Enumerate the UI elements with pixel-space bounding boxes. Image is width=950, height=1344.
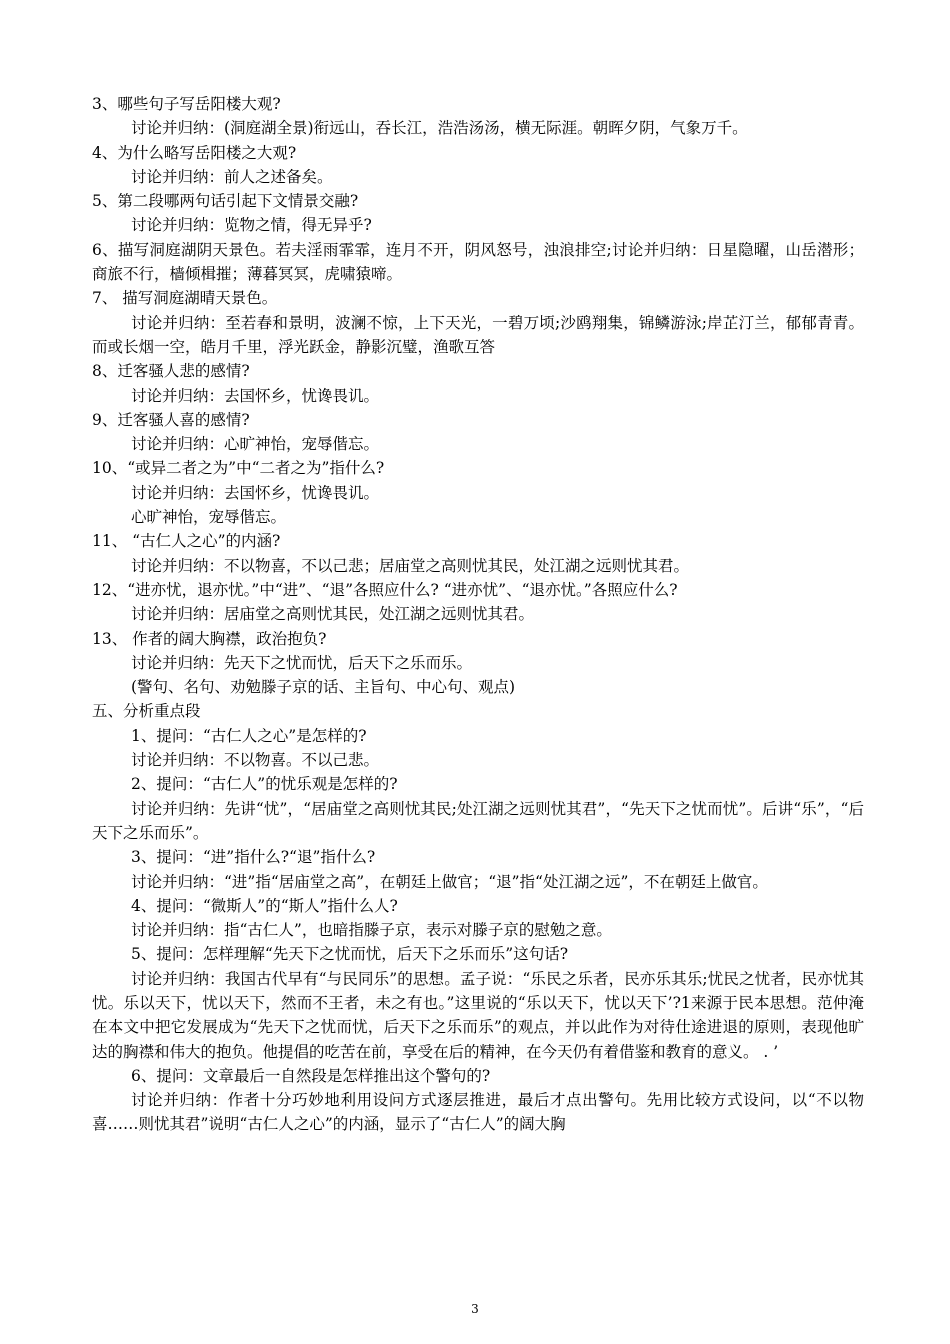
question-5: 5、第二段哪两句话引起下文情景交融?	[92, 192, 359, 211]
answer-10-line-1: 讨论并归纳：去国怀乡，忧谗畏讥。	[131, 483, 380, 502]
page-number: 3	[471, 1302, 479, 1316]
analysis-a6: 讨论并归纳：作者十分巧妙地利用设问方式逐层推进，最后才点出警句。先用比较方式设问，以“不以物喜……则忧其君”说明“古仁人之心”的内涵，显示了“古仁人”的阔大胸	[92, 1091, 864, 1134]
analysis-a1: 讨论并归纳：不以物喜。不以己悲。	[131, 751, 380, 770]
question-13: 13、 作者的阔大胸襟，政治抱负?	[92, 629, 327, 648]
answer-12: 讨论并归纳：居庙堂之高则忧其民，处江湖之远则忧其君。	[131, 605, 535, 624]
analysis-a2: 讨论并归纳：先讲“忧”，“居庙堂之高则忧其民;处江湖之远则忧其君”，“先天下之忧而忧”。后讲“乐”，“后天下之乐而乐”。	[92, 799, 864, 842]
question-6: 6、描写洞庭湖阴天景色。若夫淫雨霏霏，连月不开，阴风怒号，浊浪排空;讨论并归纳：日星隐曜，山岳潜形；商旅不行，樯倾楫摧；薄暮冥冥，虎啸猿啼。	[92, 240, 864, 284]
analysis-q5: 5、提问：怎样理解“先天下之忧而忧，后天下之乐而乐”这句话?	[131, 945, 569, 964]
analysis-q6: 6、提问：文章最后一自然段是怎样推出这个警句的?	[131, 1066, 491, 1085]
question-8: 8、迁客骚人悲的感情?	[92, 362, 250, 381]
answer-13: 讨论并归纳：先天下之忧而忧，后天下之乐而乐。	[131, 653, 473, 672]
answer-10-line-2: 心旷神怡，宠辱偕忘。	[131, 508, 287, 527]
analysis-a4: 讨论并归纳：指“古仁人”，也暗指滕子京，表示对滕子京的慰勉之意。	[131, 921, 612, 940]
question-9: 9、迁客骚人喜的感情?	[92, 410, 250, 429]
question-12: 12、“进亦忧，退亦忧。”中“进”、“退”各照应什么? “进亦忧”、“退亦忧。”各照应什么?	[92, 580, 678, 599]
analysis-q4: 4、提问：“微斯人”的“斯人”指什么人?	[131, 896, 398, 915]
analysis-a3: 讨论并归纳：“进”指“居庙堂之高”，在朝廷上做官；“退”指“处江湖之远”，不在朝廷上做官。	[131, 872, 768, 891]
question-3: 3、哪些句子写岳阳楼大观?	[92, 95, 281, 113]
analysis-q3: 3、提问：“进”指什么?“退”指什么?	[131, 848, 376, 867]
question-7: 7、 描写洞庭湖晴天景色。	[92, 289, 278, 308]
answer-8: 讨论并归纳：去国怀乡，忧谗畏讥。	[131, 386, 380, 405]
question-10: 10、“或异二者之为”中“二者之为”指什么?	[92, 459, 385, 478]
answer-3: 讨论并归纳：(洞庭湖全景)衔远山，吞长江，浩浩汤汤，横无际涯。朝晖夕阴，气象万千。	[131, 119, 748, 138]
answer-11: 讨论并归纳：不以物喜，不以己悲；居庙堂之高则忧其民，处江湖之远则忧其君。	[131, 556, 690, 575]
document-page	[92, 92, 864, 1137]
answer-4: 讨论并归纳：前人之述备矣。	[131, 167, 333, 186]
answer-7: 讨论并归纳：至若春和景明，波澜不惊，上下天光，一碧万顷;沙鸥翔集，锦鳞游泳;岸芷汀兰，郁郁青青。而或长烟一空，皓月千里，浮光跃金，静影沉璧，渔歌互答	[92, 313, 864, 356]
section-heading-5: 五、分析重点段	[92, 702, 201, 721]
question-11: 11、 “古仁人之心”的内涵?	[92, 532, 281, 551]
analysis-q1: 1、提问：“古仁人之心”是怎样的?	[131, 726, 367, 745]
answer-13-note: (警句、名句、劝勉滕子京的话、主旨句、中心句、观点)	[131, 678, 516, 697]
question-4: 4、为什么略写岳阳楼之大观?	[92, 143, 297, 162]
analysis-q2: 2、提问：“古仁人”的忧乐观是怎样的?	[131, 775, 398, 794]
answer-9: 讨论并归纳：心旷神怡，宠辱偕忘。	[131, 435, 380, 454]
analysis-a5: 讨论并归纳：我国古代早有“与民同乐”的思想。孟子说：“乐民之乐者，民亦乐其乐;忧民之忧者，民亦忧其忧。乐以天下，忧以天下，然而不王者，未之有也。”这里说的“乐以天下，忧以天下’?1来源于民本思想。范仲淹在本文中把它发展成为“先天下之忧而忧，后天下之乐而乐”的观点，并以此作为对待仕途进退的原则，表现他旷达的胸襟和伟大的抱负。他提倡的吃苦在前，享受在后的精神，在今天仍有着借鉴和教育的意义。 . ’	[92, 969, 864, 1061]
answer-5: 讨论并归纳：览物之情，得无异乎?	[131, 216, 372, 235]
